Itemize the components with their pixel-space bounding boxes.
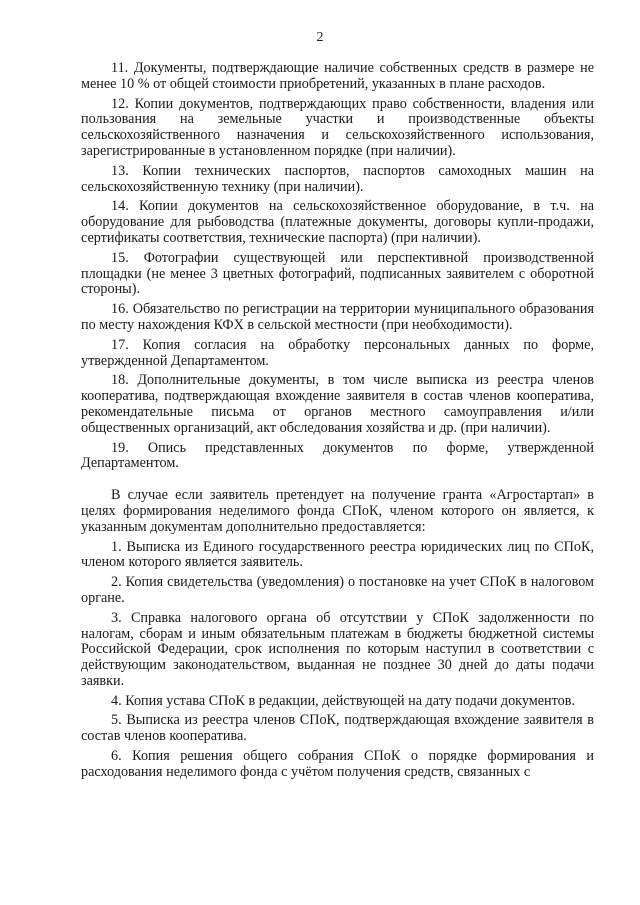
- list-item-14: 14. Копии документов на сельскохозяйственное оборудование, в т.ч. на оборудование для рыбоводства (платежные документы, договоры купли-продажи, сертификаты соответствия, технические паспорта) (при наличии).: [81, 198, 594, 246]
- spok-item-6: 6. Копия решения общего собрания СПоК о порядке формирования и расходования неделимого фонда с учётом получения средств, связанных с: [81, 748, 594, 780]
- list-item-17: 17. Копия согласия на обработку персональных данных по форме, утвержденной Департаментом.: [81, 336, 594, 369]
- page-number: 2: [316, 30, 324, 45]
- spok-item-3: 3. Справка налогового органа об отсутствии у СПоК задолженности по налогам, сборам и иным обязательным платежам в бюджеты бюджетной системы Российской Федерации, срок исполнения по которым наступил в соответствии с действующим законодательством, выданная не позднее 30 дней до даты подачи заявки.: [81, 609, 594, 689]
- spok-intro-paragraph: В случае если заявитель претендует на получение гранта «Агростартап» в целях формирования неделимого фонда СПоК, членом которого он является, к указанным документам дополнительно предоставляется:: [81, 487, 594, 535]
- document-body: [81, 61, 594, 785]
- list-item-15: 15. Фотографии существующей или перспективной производственной площадки (не менее 3 цветных фотографий, подписанных заявителем с оборотной стороны).: [81, 249, 594, 298]
- list-item-13: 13. Копии технических паспортов, паспортов самоходных машин на сельскохозяйственную технику (при наличии).: [81, 162, 594, 195]
- list-item-12: 12. Копии документов, подтверждающих право собственности, владения или пользования на земельные участки и производственные объекты сельскохозяйственного назначения и сельскохозяйственного использования, зарегистрированные в установленном порядке (при наличии).: [81, 95, 594, 159]
- list-item-16: 16. Обязательство по регистрации на территории муниципального образования по месту нахождения КФХ в сельской местности (при необходимости).: [81, 301, 594, 333]
- spok-item-1: 1. Выписка из Единого государственного реестра юридических лиц по СПоК, членом которого является заявитель.: [81, 538, 594, 571]
- list-item-19: 19. Опись представленных документов по форме, утвержденной Департаментом.: [81, 439, 594, 472]
- list-item-11: 11. Документы, подтверждающие наличие собственных средств в размере не менее 10 % от общей стоимости приобретений, указанных в плане расходов.: [81, 60, 594, 92]
- list-item-18: 18. Дополнительные документы, в том числе выписка из реестра членов кооператива, подтверждающая вхождение заявителя в состав членов кооператива, рекомендательные письма от органов местного самоуправления и/или общественных организаций, акт обследования хозяйства и др. (при наличии).: [81, 372, 594, 436]
- spok-item-4: 4. Копия устава СПоК в редакции, действующей на дату подачи документов.: [111, 692, 575, 709]
- spok-item-2: 2. Копия свидетельства (уведомления) о постановке на учет СПоК в налоговом органе.: [81, 574, 594, 606]
- spok-item-5: 5. Выписка из реестра членов СПоК, подтверждающая вхождение заявителя в состав членов кооператива.: [81, 712, 594, 745]
